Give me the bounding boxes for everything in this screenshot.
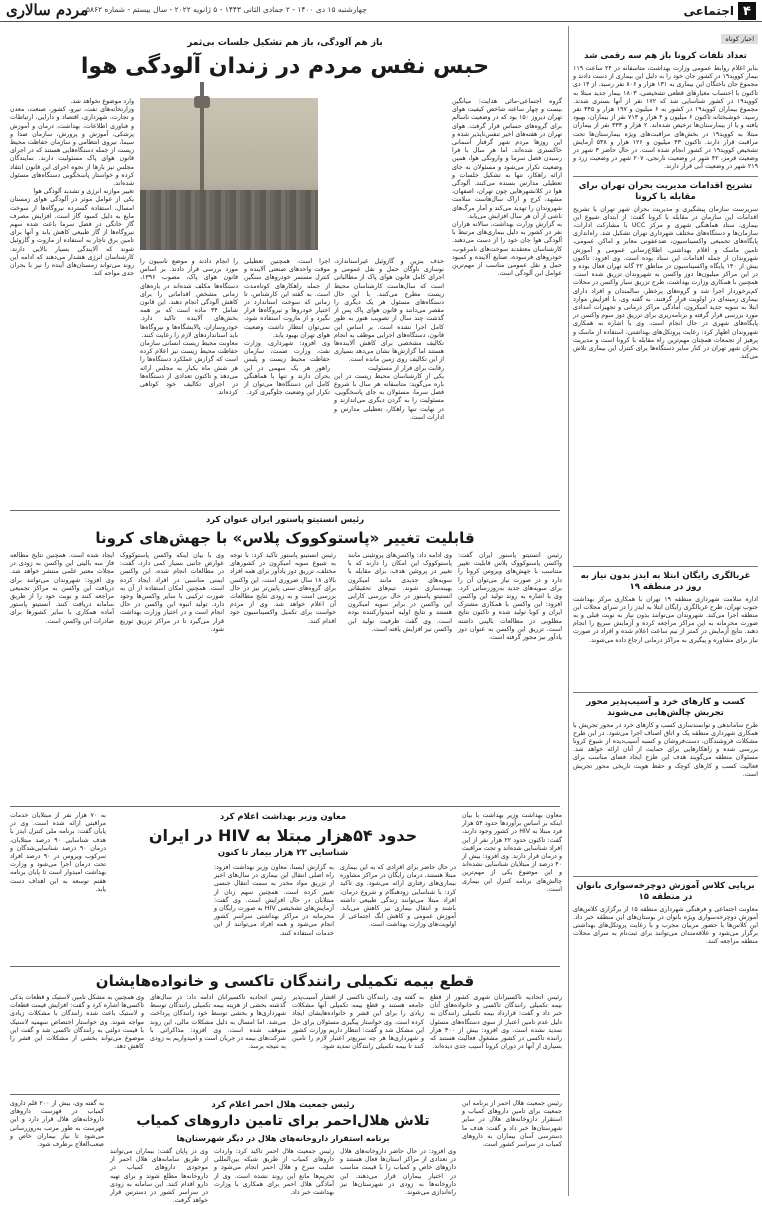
news-sidebar	[568, 26, 758, 1196]
section-name: اجتماعی	[683, 4, 734, 18]
lead-column: را انجام دادند و موضع ناسیون را مورد بررسی قرار دادند. بر اساس قانون هوای پاک، مصوب ۱۳۹۶، دستگاه‌ها مکلف شده‌اند در بازه‌های زمانی مشخص اقداماتی را برای کاهش آلودگی انجام دهند. این قانون شامل ۳۴ ماده است که بر همه بخش‌های آلاینده تاکید دارد. خودروسازان، پالایشگاه‌ها و نیروگاه‌ها باید استانداردهای لازم را رعایت کنند. معاونت محیط زیست انسانی سازمان حفاظت محیط زیست نیز اعلام کرده است که گزارش عملکرد دستگاه‌ها را هر شش ماه یکبار به مجلس ارائه می‌دهد و تاکنون تعدادی از دستگاه‌ها در اجرای تکالیف خود کوتاهی کرده‌اند.	[140, 258, 238, 397]
hiv-kicker: معاون وزیر بهداشت اعلام کرد	[219, 812, 347, 822]
redcrescent-column: رئیس جمعیت هلال احمر تاکید کرد: واردات داروهای کمیاب از طریق شبکه بین‌المللی صلیب سرخ و هلال احمر انجام می‌شود و تحریم‌ها مانع این روند نشده است. وی از آمادگی هلال احمر برای همکاری با وزارت بهداشت خبر داد.	[214, 1148, 334, 1197]
hiv-column: در حال حاضر برای افرادی که به این بیماری مبتلا هستند، درمان رایگان در مراکز مشاوره بیماری‌های رفتاری ارائه می‌شود. وی تاکید کرد: با شناسایی زودهنگام و شروع درمان، افراد مبتلا می‌توانند زندگی طبیعی داشته باشند و انتقال بیماری نیز کاهش می‌یابد. آموزش عمومی و کاهش انگ اجتماعی از اولویت‌های وزارت بهداشت است.	[340, 864, 456, 929]
section-number: ۴	[738, 2, 756, 20]
sidebar-item-title: کسب و کارهای خرد و آسیب‌پذیر محور تجربش چالش‌هایی می‌شوند	[586, 696, 745, 718]
sidebar-item-title: تعداد تلفات کرونا باز هم سه رقمی شد	[584, 51, 747, 61]
sidebar-item-body: معاونت اجتماعی و فرهنگی شهرداری منطقه ۱۵ از برگزاری کلاس‌های آموزش دوچرخه‌سواری ویژه بانوان در بوستان‌های این منطقه خبر داد. این کلاس‌ها با حضور مربیان مجرب و با رعایت پروتکل‌های بهداشتی برگزار می‌شود و علاقه‌مندان می‌توانند برای ثبت‌نام به سرای محلات منطقه مراجعه کنند.	[573, 905, 758, 946]
redcrescent-column: وی افزود: در حال حاضر داروخانه‌های هلال در تعدادی از مراکز استان‌ها فعال هستند و داروهای خاص و کمیاب را با قیمت مناسب در اختیار بیماران قرار می‌دهند. این داروخانه‌ها به زودی در شهرستان‌ها نیز راه‌اندازی می‌شوند.	[340, 1148, 456, 1197]
corona-column: وی با بیان اینکه واکسن پاستوکووک عوارض جانبی بسیار کمی دارد، گفت: در مطالعات انجام شده، این واکسن ایمنی مناسبی در افراد ایجاد کرده است. همچنین امکان استفاده از آن به صورت ترکیبی با سایر واکسن‌ها وجود دارد. تولید انبوه این واکسن در حال انجام است و در اختیار وزارت بهداشت قرار می‌گیرد تا در مراکز تزریق توزیع شود.	[120, 552, 224, 633]
sidebar-item-body: بنابر اعلام روابط عمومی وزارت بهداشت، متاسفانه در ۲۴ ساعت ۱۱۹ بیمار کووید۱۹ در کشور جان خود را به دلیل این بیماری از دست دادند و مجموع جان باختگان این بیماری به ۱۳۱ هزار و ۸۰۶ نفر رسید. از ۱۴ دی تاکنون با احتساب معیارهای قطعی تشخیصی، ۱۸۰۳ بیمار جدید مبتلا به کووید۱۹ در کشور شناسایی شد که ۱۷۲ نفر از آنها بستری شدند. مجموع بیماران کووید۱۹ در کشور به ۶ میلیون و ۱۹۷ هزار و ۳۴۵ نفر رسید. خوشبختانه تاکنون ۶ میلیون و ۴ هزار و ۷۱۳ نفر از بیماران، بهبود یافته و یا از بیمارستان‌ها ترخیص شده‌اند. ۲ هزار و ۳۳۳ نفر از بیماران مبتلا به کووید۱۹ در بخش‌های مراقبت‌های ویژه بیمارستان‌ها تحت مراقبت قرار دارند. تاکنون ۴۳ میلیون و ۱۲۶ هزار و ۵۳۸ آزمایش تشخیص کووید۱۹ در کشور انجام شده است. در حال حاضر ۳ شهر در وضعیت قرمز، ۴۲ شهر در وضعیت نارنجی، ۲۰۷ شهر در وضعیت زرد و ۲۱۹ شهر در وضعیت آبی قرار دارند.	[573, 65, 759, 171]
issue-info: چهارشنبه ۱۵ دی ۱۴۰۰ - ۲ جمادی الثانی ۱۴۴۳ - ۵ ژانویه ۲۰۲۲ - سال بیستم - شماره ۵۸۶۲	[86, 5, 367, 14]
sidebar-item-title: برپایی کلاس آموزش دوچرخه‌سواری بانوان در منطقه ۱۵	[576, 880, 755, 902]
paper-logo: مردم سالاری	[6, 1, 89, 19]
redcrescent-kicker: رئیس جمعیت هلال احمر اعلام کرد	[211, 1100, 355, 1110]
taxi-column: وی همچنین به مشکل تامین لاستیک و قطعات یدکی تاکسی‌ها اشاره کرد و گفت: افزایش قیمت قطعات و لاستیک باعث شده رانندگان با مشکلات زیادی مواجه شوند. وی خواستار اختصاص سهمیه لاستیک با قیمت دولتی به رانندگان تاکسی شد و گفت این موضوع می‌تواند بخشی از مشکلات این قشر را کاهش دهد.	[10, 994, 144, 1051]
lead-column: حذف بنزین و گازوئیل غیراستاندارد، نوسازی ناوگان حمل و نقل عمومی و اجرای کامل قانون هوای پاک از مطالباتی است که سال‌هاست کارشناسان محیط زیست مطرح می‌کنند. با این حال دستگاه‌های مسئول هر یک دیگری را مقصر می‌دانند و قانون هوای پاک پس از گذشت چند سال از تصویب هنوز به طور کامل اجرا نشده است. بر اساس این قانون، دستگاه‌های اجرایی موظف به انجام تکالیف مشخصی برای کاهش آلاینده‌ها هستند اما گزارش‌ها نشان می‌دهد بسیاری از این تکالیف روی زمین مانده است. رقابت برای فرار از مسئولیت یکی از کارشناسان محیط زیست در این باره می‌گوید: متاسفانه هر سال با شروع فصل سرما، مسئولان به جای پاسخگویی، مسئولیت را به گردن دیگری می‌اندازند و در نهایت تنها راهکار، تعطیلی مدارس و ادارات است.	[334, 258, 444, 421]
sidebar-item-body: اداره سلامت شهرداری منطقه ۱۹ تهران با همکاری مرکز بهداشت جنوب تهران، طرح غربالگری رایگان ابتلا به ایدز را در سرای محلات این منطقه اجرا می‌کند. شهروندان می‌توانند بدون نیاز به نوبت قبلی و به صورت محرمانه به این مراکز مراجعه کرده و آزمایش سریع را انجام دهند. نتایج آزمایش در کمتر از نیم ساعت اعلام شده و افراد در صورت نیاز برای مشاوره و پیگیری به مراکز درمانی ارجاع داده می‌شوند.	[573, 595, 758, 644]
hiv-headline: حدود ۵۴هزار مبتلا به HIV در ایران	[148, 826, 418, 845]
corona-headline: قابلیت تغییر «پاستوکووک پلاس» با جهش‌های کرونا	[95, 529, 475, 547]
sidebar-item-body: سرپرست سازمان پیشگیری و مدیریت بحران شهر تهران با تشریح اقدامات این سازمان در مقابله با کرونا گفت: از ابتدای شیوع این بیماری، ستاد هماهنگی شهری و مرکز UCC با مشارکت ادارات، سازمان‌ها و دستگاه‌های مختلف شهرداری تهران تشکیل شد. راه‌اندازی پایگاه‌های تجمیعی واکسیناسیون، ضدعفونی معابر و اماکن عمومی، تامین ماسک و اقلام بهداشتی، اطلاع‌رسانی عمومی و آموزش شهروندان از جمله اقدامات این ستاد بوده است. وی افزود: تاکنون بیش از ۱۴۰ پایگاه واکسیناسیون در مناطق ۲۲ گانه تهران فعال بوده و در این مراکز میلیون‌ها دوز واکسن به شهروندان تزریق شده است. همچنین با همکاری وزارت بهداشت، طرح تزریق سیار واکسن در محلات کم‌برخوردار اجرا شد و گروه‌های پرخطر، سالمندان و افراد دارای بیماری زمینه‌ای در اولویت قرار گرفتند. به گفته وی، با افزایش موارد ابتلا به سویه جدید امیکرون، آمادگی مراکز درمانی و تجهیزات امدادی مورد بررسی قرار گرفته و برنامه‌ریزی برای تزریق دوز سوم واکسن در پایگاه‌های شهری در حال انجام است. وی با اشاره به همکاری شهروندان اظهار کرد: رعایت پروتکل‌های بهداشتی، استفاده از ماسک و پرهیز از تجمعات همچنان مهم‌ترین راه مقابله با کرونا است و مدیریت بحران شهر تهران در کنار سایر دستگاه‌ها برای کنترل این بیماری تلاش می‌کند.	[573, 205, 758, 361]
tower-shaft	[200, 82, 204, 192]
sidebar-item-title: تشریح اقدامات مدیریت بحران تهران برای مقابله با کرونا	[578, 180, 753, 202]
sidebar-tag: اخبار کوتاه	[721, 34, 758, 44]
taxi-column: رئیس اتحادیه تاکسیرانان ادامه داد: در سال‌های گذشته بخشی از هزینه بیمه تکمیلی رانندگان توسط شهرداری‌ها و بخشی توسط خود رانندگان پرداخت می‌شد. اما امسال به دلیل مشکلات مالی، این روند متوقف شده است. وی افزود: مذاکراتی با شرکت‌های بیمه در جریان است و امیدواریم به زودی به نتیجه برسد.	[150, 994, 286, 1051]
section-badge	[683, 2, 756, 20]
divider	[573, 176, 758, 177]
corona-column: ایجاد شده است. همچنین نتایج مطالعه فاز سه بالینی این واکسن به زودی در مجلات معتبر علمی منتشر خواهد شد. وی افزود: شهروندان می‌توانند برای دریافت این واکسن به مراکز تجمیعی مراجعه کنند و نوبت خود را از طریق سامانه دریافت کنند. انستیتو پاستور آماده همکاری با سایر کشورها برای صادرات این واکسن است.	[10, 552, 114, 625]
redcrescent-subhead: برنامه استقرار داروخانه‌های هلال در دیگر شهرستان‌ها	[176, 1134, 390, 1143]
lead-kicker: باز هم آلودگی، باز هم تشکیل جلسات بی‌ثمر	[187, 38, 383, 48]
hiv-subhead: شناسایی ۲۲ هزار بیمار تا کنون	[217, 848, 349, 858]
hiv-column: به گزارش ایسنا، معاون وزیر بهداشت افزود: راه اصلی انتقال این بیماری در سال‌های اخیر از تزریق مواد مخدر به سمت انتقال جنسی تغییر کرده است. همچنین سهم زنان از مبتلایان در حال افزایش است. وی گفت: آزمایش‌های تشخیصی HIV به صورت رایگان و محرمانه در مراکز بهداشتی سراسر کشور انجام می‌شود و همه افراد می‌توانند از این خدمات استفاده کنند.	[214, 864, 334, 937]
divider	[573, 692, 758, 693]
city-skyline	[140, 190, 318, 250]
taxi-headline: قطع بیمه تکمیلی رانندگان تاکسی و خانواده‌هایشان	[95, 972, 475, 990]
corona-column: وی ادامه داد: واکسن‌های پروتئینی مانند پاستوکووک این امکان را دارند که با تغییر در پروتئین هدف، برای مقابله با سویه‌های جدیدی مانند امیکرون بهینه‌سازی شوند. تیم‌های تحقیقاتی انستیتو پاستور در حال بررسی کارایی این واکسن در برابر سویه امیکرون هستند و نتایج اولیه امیدوارکننده بوده است. وی گفت ظرفیت تولید این واکسن نیز افزایش یافته است.	[348, 552, 452, 633]
lead-column: وارد موضوع نخواهد شد. وزارتخانه‌های نفت، نیرو، کشور، صنعت، معدن و تجارت، شهرداری، اقتصاد و دارایی، ارتباطات و فناوری اطلاعات، بهداشت، درمان و آموزش پزشکی، آموزش و پرورش، سازمان صدا و سیما، نیروی انتظامی و سازمان حفاظت محیط زیست از جمله دستگاه‌هایی هستند که در اجرای قانون هوای پاک مسئولیت دارند. نمایندگان مجلس نیز بارها از نحوه اجرای این قانون انتقاد کرده و خواستار پاسخگویی دستگاه‌های مسئول شده‌اند. تغییر موازنه انرژی و تشدید آلودگی هوا یکی از عوامل موثر در آلودگی هوای زمستان امسال، استفاده گسترده نیروگاه‌ها از سوخت مایع به دلیل کمبود گاز است. افزایش مصرف گاز خانگی در فصل سرما باعث شده سهم نیروگاه‌ها از گاز طبیعی کاهش یابد و آنها برای تامین برق ناچار به استفاده از مازوت و گازوئیل شوند که آلایندگی بسیار بالایی دارند. کارشناسان انرژی هشدار می‌دهند که ادامه این روند می‌تواند زمستان‌های آینده را نیز با بحران جدی مواجه کند.	[10, 98, 134, 278]
lead-headline: حبس نفس مردم در زندان آلودگی هوا	[80, 54, 490, 79]
redcrescent-column: وی در پایان گفت: بیماران می‌توانند از طریق سامانه‌های هلال احمر از موجودی داروهای کمیاب در داروخانه‌ها مطلع شوند و برای تهیه دارو اقدام کنند. این سامانه به زودی در سراسر کشور در دسترس قرار خواهد گرفت.	[110, 1148, 208, 1205]
lead-column: گروه اجتماعی-مائی هدایت: میانگین بیست و چهار ساعته شاخص کیفیت هوای تهران دیروز ۱۵۰ بود که در وضعیت ناسالم برای گروه‌های حساس قرار گرفت. هوای تهران در هفته‌های اخیر تنفس‌ناپذیر شده و این روزها مردم شهر گرفتار آسمانی خاکستری شده‌اند. اما هر سال با فرا رسیدن فصل سرما و وارونگی هوا، همین وضعیت تکرار می‌شود و مسئولان به جای ارائه راهکار، تنها به تشکیل جلسات و تعطیلی مدارس بسنده می‌کنند. آلودگی هوا در کلانشهرهایی چون تهران، اصفهان، مشهد، کرج و اراک سال‌هاست سلامت شهروندان را تهدید می‌کند و آمار مرگ‌های ناشی از آن هر سال افزایش می‌یابد. به گزارش وزارت بهداشت، سالانه هزاران نفر در کشور به دلیل بیماری‌های مرتبط با آلودگی هوا جان خود را از دست می‌دهند. کارشناسان معتقدند سوخت‌های نامرغوب، خودروهای فرسوده، صنایع آلاینده و کمبود حمل و نقل عمومی مناسب از مهم‌ترین عوامل این آلودگی است.	[452, 98, 562, 278]
redcrescent-column: به گفته وی، بیش از ۲۰۰ قلم داروی کمیاب در فهرست داروهای داروخانه‌های هلال قرار دارد و این فهرست به طور مرتب به‌روزرسانی می‌شود تا نیاز بیماران خاص و صعب‌العلاج برطرف شود.	[10, 1100, 104, 1149]
smog-city-photo	[140, 98, 318, 250]
divider	[10, 510, 560, 511]
taxi-column: رئیس اتحادیه تاکسیرانان شهری کشور از قطع بیمه تکمیلی رانندگان تاکسی و خانواده‌های آنان خبر داد و گفت: قرارداد بیمه تکمیلی رانندگان به دلیل عدم تامین اعتبار از سوی دستگاه‌های مسئول تمدید نشده است. وی افزود: بیش از ۳۰۰ هزار راننده تاکسی در کشور مشغول فعالیت هستند که بسیاری از آنها در دوران کرونا آسیب جدی دیده‌اند.	[430, 994, 562, 1051]
corona-column: رئیس انستیتو پاستور تاکید کرد: با توجه به شیوع سویه امیکرون در کشورهای مختلف، تزریق دوز یادآور برای همه افراد بالای ۱۸ سال ضروری است. این واکسن برای گروه‌های سنی پایین‌تر نیز در حال بررسی است و به زودی نتایج مطالعات آن اعلام خواهد شد. وی از مردم خواست برای تکمیل واکسیناسیون خود اقدام کنند.	[230, 552, 336, 625]
lead-column: اجرا است. همچنین تعطیلی موقت واحدهای صنعتی آلاینده و کنترل مستمر خودروهای سنگین از جمله راهکارهای کوتاه‌مدت است. به گفته این کارشناس، تا زمانی که سوخت استاندارد در اختیار خودروها و نیروگاه‌ها قرار نگیرد و از مازوت استفاده شود، نمی‌توان انتظار داشت وضعیت هوای تهران بهبود یابد. وی افزود: شهرداری، وزارت نفت، وزارت صمت، سازمان حفاظت محیط زیست و پلیس راهور هر یک سهمی در این بحران دارند و تنها با هماهنگی کامل این دستگاه‌ها می‌توان از تکرار این وضعیت جلوگیری کرد.	[244, 258, 330, 397]
sidebar-item-body: طرح ساماندهی و توانمندسازی کسب و کارهای خرد در محور تجریش با همکاری شهرداری منطقه یک و اتاق اصناف اجرا می‌شود. در این طرح مشکلات فروشندگان، دست‌فروشان و کسبه آسیب‌دیده از شیوع کرونا بررسی شده و راهکارهایی برای حمایت از آنان ارائه خواهد شد. مسئولان منطقه می‌گویند هدف این طرح ایجاد فضای مناسب برای فعالیت کسب و کارهای کوچک و حفظ هویت تاریخی محور تجریش است.	[573, 721, 758, 778]
redcrescent-column: رئیس جمعیت هلال احمر از برنامه این جمعیت برای تامین داروهای کمیاب و استقرار داروخانه‌های هلال در سایر شهرستان‌ها خبر داد و گفت: هدف ما دسترسی آسان بیماران به داروهای کمیاب در سراسر کشور است.	[462, 1100, 562, 1149]
hiv-column: معاون بهداشت وزیر بهداشت با بیان اینکه بر اساس برآوردها حدود ۵۴ هزار فرد مبتلا به HIV در کشور وجود دارند، گفت: تاکنون حدود ۲۲ هزار نفر از این افراد شناسایی شده‌اند و تحت مراقبت و درمان قرار دارند. وی افزود: بیش از ۴۰ درصد از مبتلایان شناسایی نشده‌اند و این موضوع یکی از مهم‌ترین چالش‌های برنامه کنترل این بیماری است.	[462, 812, 563, 893]
hiv-column: به ۷۰ هزار نفر از مبتلایان خدمات مراقبتی ارائه شده است. وی در پایان گفت: برنامه ملی کنترل ایدز با هدف شناسایی ۹۰ درصد مبتلایان، درمان ۹۰ درصد شناسایی‌شدگان و سرکوب ویروس در ۹۰ درصد افراد تحت درمان اجرا می‌شود و وزارت بهداشت امیدوار است تا پایان برنامه هفتم توسعه به این اهداف دست یابد.	[10, 812, 107, 893]
divider	[10, 1094, 560, 1095]
divider	[573, 876, 758, 877]
corona-column: رئیس انستیتو پاستور ایران گفت: واکسن پاستوکووک پلاس قابلیت تغییر متناسب با جهش‌های ویروس کرونا را دارد و در صورت نیاز می‌توان آن را برای سویه‌های جدید به‌روزرسانی کرد. وی با اشاره به روند تولید این واکسن افزود: این واکسن با همکاری مشترک ایران و کوبا تولید شده و تاکنون نتایج مطلوبی در مطالعات بالینی داشته است. تزریق این واکسن به عنوان دوز یادآور نیز مجوز گرفته است.	[458, 552, 562, 642]
redcrescent-headline: تلاش هلال‌احمر برای تامین داروهای کمیاب	[136, 1113, 430, 1129]
sidebar-item-title: غربالگری رایگان ابتلا به ایدز بدون نیاز به روز در منطقه ۱۹	[580, 570, 751, 592]
divider	[10, 806, 560, 807]
masthead	[0, 0, 762, 22]
divider	[573, 566, 758, 567]
taxi-column: به گفته وی، رانندگان تاکسی از اقشار آسیب‌پذیر جامعه هستند و قطع بیمه تکمیلی آنها مشکلات زیادی را برای این قشر و خانواده‌هایشان ایجاد کرده است. وی خواستار پیگیری مسئولان برای حل این مشکل شد و گفت: انتظار داریم وزارت کشور و شهرداری‌ها هر چه سریع‌تر اعتبار لازم را تامین کنند تا بیمه تکمیلی رانندگان تمدید شود.	[292, 994, 424, 1051]
corona-kicker: رئیس انستیتو پاستور ایران عنوان کرد	[205, 515, 365, 525]
divider	[10, 966, 560, 967]
